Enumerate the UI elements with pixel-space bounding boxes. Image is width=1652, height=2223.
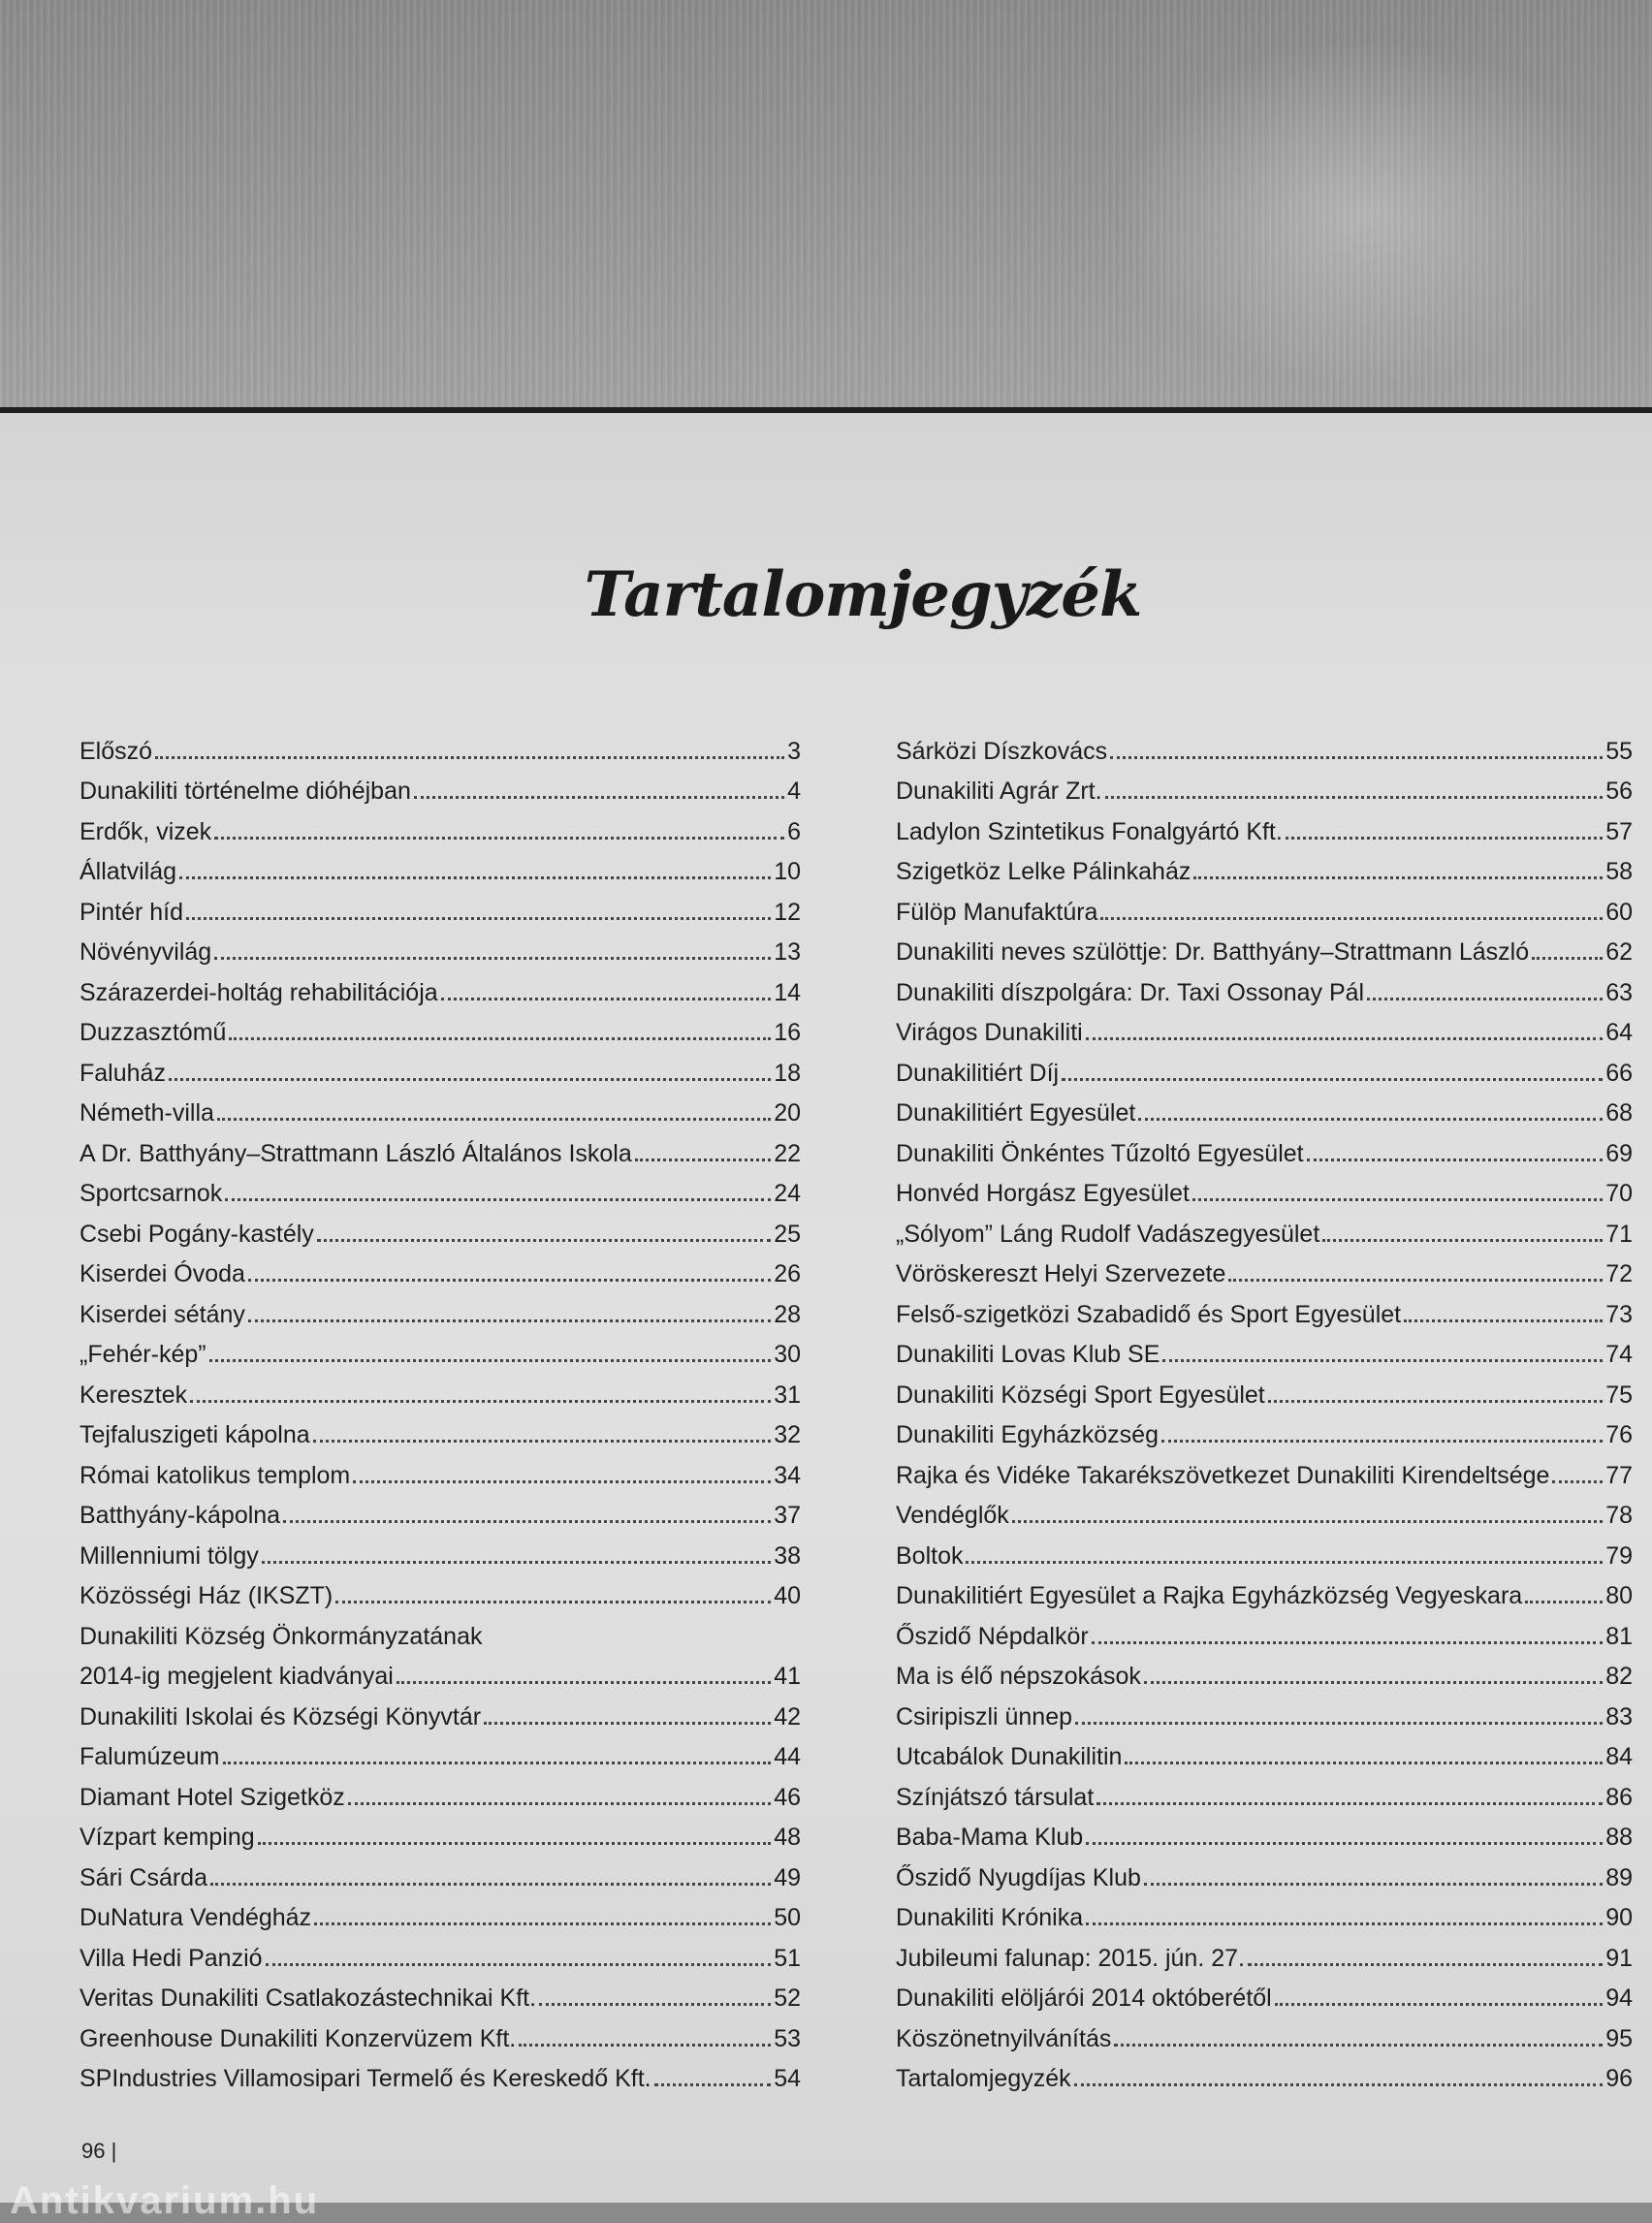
toc-dot-leader <box>654 2083 772 2086</box>
toc-entry <box>79 806 801 846</box>
toc-dot-leader <box>1268 1400 1603 1403</box>
toc-entry <box>79 1410 801 1450</box>
toc-entry-label: Pintér híd <box>79 898 184 926</box>
toc-dot-leader <box>1162 1359 1603 1362</box>
toc-entry-page: 58 <box>1605 858 1633 885</box>
toc-entry <box>896 1047 1633 1088</box>
toc-entry-page: 77 <box>1605 1461 1633 1489</box>
toc-dot-leader <box>214 957 771 960</box>
toc-entry <box>896 846 1633 887</box>
toc-entry-label: Rajka és Vidéke Takarékszövetkezet Dunakiliti Kirendeltsége <box>896 1461 1550 1489</box>
toc-entry-label: Szárazerdei-holtág rehabilitációja <box>79 978 438 1006</box>
toc-entry-page: 51 <box>774 1944 801 1972</box>
toc-dot-leader <box>1192 1198 1603 1201</box>
toc-entry-page: 20 <box>774 1099 801 1127</box>
toc-entry <box>896 1691 1633 1731</box>
toc-dot-leader <box>209 1359 772 1362</box>
toc-entry <box>79 1449 801 1490</box>
toc-dot-leader <box>266 1963 772 1966</box>
toc-entry-page: 82 <box>1605 1663 1633 1690</box>
toc-entry-label: Baba-Mama Klub <box>896 1824 1084 1851</box>
toc-entry-page: 94 <box>1605 1985 1633 2012</box>
toc-dot-leader <box>348 1802 771 1805</box>
toc-entry <box>79 1168 801 1209</box>
toc-entry-page: 34 <box>774 1461 801 1489</box>
toc-dot-leader <box>258 1842 772 1845</box>
toc-dot-leader <box>210 1883 771 1886</box>
toc-entry-label: Vendéglők <box>896 1502 1009 1529</box>
toc-entry-label: Utcabálok Dunakilitin <box>896 1743 1123 1770</box>
toc-dot-leader <box>248 1279 771 1282</box>
toc-entry-page: 44 <box>774 1743 801 1770</box>
toc-entry-label: Kiserdei Óvoda <box>79 1260 245 1287</box>
toc-dot-leader <box>1074 2083 1604 2086</box>
toc-entry-page: 84 <box>1605 1743 1633 1770</box>
toc-right-column <box>896 725 1633 2093</box>
toc-dot-leader <box>1193 876 1603 879</box>
toc-entry-label: Római katolikus templom <box>79 1461 351 1489</box>
toc-dot-leader <box>1110 756 1603 759</box>
toc-dot-leader <box>1125 1762 1603 1764</box>
toc-entry-page: 75 <box>1605 1381 1633 1409</box>
toc-entry-label: A Dr. Batthyány–Strattmann László Általános Iskola <box>79 1139 632 1167</box>
toc-entry <box>896 1610 1633 1651</box>
toc-entry-label: Villa Hedi Panzió <box>79 1944 263 1972</box>
toc-entry-label: Greenhouse Dunakiliti Konzervüzem Kft. <box>79 2024 517 2052</box>
toc-entry-label: Tejfaluszigeti kápolna <box>79 1421 310 1448</box>
toc-entry-label: Sárközi Díszkovács <box>896 737 1108 765</box>
toc-dot-leader <box>1144 1883 1603 1886</box>
toc-dot-leader <box>441 998 772 1000</box>
toc-dot-leader <box>1105 796 1604 799</box>
watermark-text: Antikvarium.hu <box>10 2179 320 2222</box>
toc-entry-page: 10 <box>774 858 801 885</box>
toc-entry-page: 31 <box>774 1381 801 1409</box>
toc-entry <box>896 1812 1633 1853</box>
toc-entry <box>896 967 1633 1007</box>
toc-entry-page: 91 <box>1605 1944 1633 1972</box>
toc-entry-page: 26 <box>774 1260 801 1287</box>
toc-entry-page: 64 <box>1605 1019 1633 1046</box>
toc-entry-label: Kiserdei sétány <box>79 1300 245 1328</box>
toc-dot-leader <box>1114 2044 1603 2047</box>
toc-entry-label: Dunakiliti neves szülöttje: Dr. Batthyány–Strattmann László <box>896 938 1530 966</box>
toc-entry-label: Vízpart kemping <box>79 1824 255 1851</box>
toc-entry-page: 71 <box>1605 1220 1633 1248</box>
toc-dot-leader <box>229 1037 771 1040</box>
toc-dot-leader <box>155 756 784 759</box>
toc-entry <box>79 1088 801 1128</box>
toc-entry-label: Dunakiliti Községi Sport Egyesület <box>896 1381 1265 1409</box>
toc-entry-page: 86 <box>1605 1783 1633 1811</box>
toc-entry <box>896 1892 1633 1933</box>
toc-dot-leader <box>179 876 771 879</box>
toc-entry <box>896 1410 1633 1450</box>
toc-entry <box>79 1892 801 1933</box>
toc-entry <box>79 1490 801 1531</box>
toc-entry <box>79 927 801 968</box>
toc-entry <box>896 2053 1633 2094</box>
toc-entry-page: 73 <box>1605 1300 1633 1328</box>
toc-entry-label: Vöröskereszt Helyi Szervezete <box>896 1260 1226 1287</box>
toc-entry <box>896 1168 1633 1209</box>
toc-dot-leader <box>225 1198 771 1201</box>
toc-entry <box>896 725 1633 766</box>
toc-entry <box>896 1490 1633 1531</box>
toc-entry-label: Dunakilitiért Egyesület a Rajka Egyházközség Vegyeskara <box>896 1582 1523 1609</box>
toc-entry-page: 79 <box>1605 1541 1633 1570</box>
toc-entry-label: Fülöp Manufaktúra <box>896 898 1098 926</box>
toc-entry-label: Állatvilág <box>79 858 177 885</box>
toc-entry-label: Dunakiliti Krónika <box>896 1904 1084 1931</box>
toc-entry-page: 68 <box>1605 1099 1633 1127</box>
toc-entry <box>79 1610 801 1651</box>
toc-entry <box>896 1208 1633 1249</box>
toc-dot-leader <box>1275 2003 1603 2006</box>
toc-entry-page: 38 <box>774 1541 801 1570</box>
toc-dot-leader <box>1086 1922 1603 1925</box>
toc-dot-leader <box>1144 1681 1603 1684</box>
toc-dot-leader <box>223 1762 772 1764</box>
toc-entry-label: Dunakiliti Egyházközség <box>896 1421 1159 1448</box>
toc-entry <box>79 1530 801 1571</box>
toc-entry <box>896 2013 1633 2053</box>
toc-entry-label: Sportcsarnok <box>79 1180 223 1207</box>
toc-entry <box>79 1571 801 1611</box>
toc-entry-label: Millenniumi tölgy <box>79 1541 259 1570</box>
toc-entry-page: 14 <box>774 978 801 1006</box>
toc-entry-page: 49 <box>774 1863 801 1891</box>
toc-dot-leader <box>1307 1159 1604 1161</box>
toc-dot-leader <box>214 837 784 840</box>
toc-entry-page: 54 <box>774 2065 801 2092</box>
toc-entry-label: Dunakiliti Agrár Zrt. <box>896 778 1102 805</box>
toc-dot-leader <box>1096 1802 1603 1805</box>
toc-dot-leader <box>966 1561 1603 1564</box>
toc-entry <box>896 1651 1633 1692</box>
toc-dot-leader <box>397 1681 771 1684</box>
toc-entry-label: DuNatura Vendégház <box>79 1904 312 1931</box>
toc-entry <box>79 1127 801 1168</box>
toc-entry-label: Keresztek <box>79 1381 188 1409</box>
toc-entry <box>79 1731 801 1772</box>
toc-dot-leader <box>317 1239 771 1242</box>
toc-entry-label: Diamant Hotel Szigetköz <box>79 1783 345 1811</box>
toc-entry-label: „Fehér-kép” <box>79 1341 206 1368</box>
toc-dot-leader <box>484 1722 771 1725</box>
toc-entry-label: Előszó <box>79 737 153 765</box>
toc-entry-label: Dunakiliti Lovas Klub SE <box>896 1341 1160 1368</box>
toc-entry-page: 22 <box>774 1139 801 1167</box>
toc-dot-leader <box>1532 957 1603 960</box>
toc-entry-page: 37 <box>774 1502 801 1529</box>
toc-dot-leader <box>1248 1963 1603 1966</box>
toc-dot-leader <box>335 1601 771 1604</box>
toc-dot-leader <box>1086 1037 1603 1040</box>
toc-entry <box>79 2013 801 2053</box>
toc-entry-page: 69 <box>1605 1139 1633 1167</box>
toc-dot-leader <box>1012 1520 1603 1523</box>
toc-entry-label: Dunakiliti Iskolai és Községi Könyvtár <box>79 1702 482 1731</box>
toc-dot-leader <box>414 796 784 799</box>
toc-entry-label: Őszidő Nyugdíjas Klub <box>896 1863 1141 1891</box>
toc-entry-label: Faluház <box>79 1059 166 1087</box>
toc-dot-leader <box>1552 1480 1603 1483</box>
toc-entry-label: Dunakiliti történelme dióhéjban <box>79 778 411 805</box>
toc-entry <box>79 1973 801 2014</box>
toc-dot-leader <box>217 1118 771 1121</box>
toc-dot-leader <box>1100 917 1603 920</box>
toc-entry-page: 4 <box>787 778 801 805</box>
toc-entry-label: Tartalomjegyzék <box>896 2065 1071 2092</box>
toc-dot-leader <box>1075 1722 1603 1725</box>
toc-entry-page: 62 <box>1605 938 1633 966</box>
toc-entry-page: 78 <box>1605 1502 1633 1529</box>
toc-entry <box>896 1007 1633 1048</box>
toc-entry-label: Szigetköz Lelke Pálinkaház <box>896 858 1191 885</box>
toc-entry-label: Dunakiliti elöljárói 2014 októberétől <box>896 1985 1272 2012</box>
toc-entry-label: Dunakiliti Önkéntes Tűzoltó Egyesület <box>896 1139 1304 1167</box>
toc-entry <box>79 1329 801 1370</box>
toc-entry <box>79 1691 801 1731</box>
toc-dot-leader <box>1525 1601 1603 1604</box>
toc-entry <box>79 967 801 1007</box>
toc-entry <box>896 1731 1633 1772</box>
toc-entry-label: Közösségi Ház (IKSZT) <box>79 1582 334 1609</box>
toc-entry <box>79 766 801 807</box>
toc-entry-label: Dunakilitiért Díj <box>896 1059 1060 1087</box>
toc-entry-label: Köszönetnyilvánítás <box>896 2024 1112 2052</box>
toc-entry <box>79 886 801 927</box>
toc-dot-leader <box>1092 1641 1603 1644</box>
toc-entry-label: Őszidő Népdalkör <box>896 1622 1089 1650</box>
toc-dot-leader <box>190 1400 771 1403</box>
toc-entry <box>896 1571 1633 1611</box>
toc-entry-page: 80 <box>1605 1582 1633 1609</box>
toc-entry-page: 32 <box>774 1421 801 1448</box>
toc-dot-leader <box>1322 1239 1603 1242</box>
toc-entry <box>896 1288 1633 1329</box>
toc-entry <box>896 1973 1633 2014</box>
toc-entry <box>896 1249 1633 1289</box>
toc-entry <box>896 1852 1633 1892</box>
toc-entry-label: Veritas Dunakiliti Csatlakozástechnikai Kft. <box>79 1985 537 2012</box>
toc-dot-leader <box>1062 1078 1603 1081</box>
toc-entry-page: 90 <box>1605 1904 1633 1931</box>
toc-dot-leader <box>1286 837 1603 840</box>
toc-dot-leader <box>314 1922 771 1925</box>
toc-dot-leader <box>1138 1118 1603 1121</box>
toc-entry-page: 81 <box>1605 1622 1633 1650</box>
toc-entry-page: 52 <box>774 1985 801 2012</box>
toc-entry-label: SPIndustries Villamosipari Termelő és Kereskedő Kft. <box>79 2065 651 2092</box>
toc-entry-label: Virágos Dunakiliti <box>896 1019 1083 1046</box>
toc-entry-label: Duzzasztómű <box>79 1019 227 1046</box>
toc-entry-label: Dunakilitiért Egyesület <box>896 1099 1136 1127</box>
toc-entry-page: 70 <box>1605 1180 1633 1207</box>
toc-entry <box>79 1651 801 1692</box>
toc-entry-page: 53 <box>774 2024 801 2052</box>
toc-entry-label: Sári Csárda <box>79 1863 207 1891</box>
toc-entry <box>79 846 801 887</box>
page-title: Tartalomjegyzék <box>584 558 1142 631</box>
toc-entry-page: 89 <box>1605 1863 1633 1891</box>
toc-entry <box>896 1369 1633 1410</box>
toc-entry <box>79 1771 801 1812</box>
toc-entry-label: Dunakiliti díszpolgára: Dr. Taxi Ossonay Pál <box>896 978 1365 1006</box>
toc-entry <box>896 1329 1633 1370</box>
toc-entry-page: 3 <box>787 737 801 765</box>
toc-entry-page: 60 <box>1605 898 1633 926</box>
toc-entry <box>79 1208 801 1249</box>
toc-entry-label: Csebi Pogány-kastély <box>79 1220 314 1248</box>
toc-entry <box>79 725 801 766</box>
toc-entry-label: Csiripiszli ünnep <box>896 1702 1073 1731</box>
toc-entry-page: 6 <box>787 817 801 845</box>
toc-entry-page: 76 <box>1605 1421 1633 1448</box>
toc-entry <box>896 1449 1633 1490</box>
toc-dot-leader <box>539 2003 771 2006</box>
toc-entry-page: 48 <box>774 1824 801 1851</box>
toc-entry <box>896 1932 1633 1973</box>
toc-entry-page: 12 <box>774 898 801 926</box>
toc-dot-leader <box>1404 1319 1603 1322</box>
toc-dot-leader <box>248 1319 771 1322</box>
toc-entry-label: Boltok <box>896 1541 964 1570</box>
toc-entry <box>79 1007 801 1048</box>
toc-dot-leader <box>519 2044 771 2047</box>
toc-entry-page: 42 <box>774 1702 801 1731</box>
toc-dot-leader <box>283 1520 771 1523</box>
toc-dot-leader <box>1161 1440 1603 1443</box>
toc-entry-page: 74 <box>1605 1341 1633 1368</box>
toc-entry-page: 55 <box>1605 737 1633 765</box>
toc-entry <box>896 927 1633 968</box>
toc-entry <box>896 1530 1633 1571</box>
toc-entry-page: 24 <box>774 1180 801 1207</box>
toc-entry-label: Honvéd Horgász Egyesület <box>896 1180 1190 1207</box>
page-number: 96 | <box>81 2139 117 2163</box>
light-reflection <box>1115 39 1619 388</box>
toc-entry-label: Jubileumi falunap: 2015. jún. 27. <box>896 1944 1245 1972</box>
toc-entry-label: Batthyány-kápolna <box>79 1502 281 1529</box>
toc-entry-page: 28 <box>774 1300 801 1328</box>
toc-entry <box>79 1369 801 1410</box>
toc-left-column <box>79 725 801 2093</box>
toc-entry <box>79 1249 801 1289</box>
toc-entry-page: 13 <box>774 938 801 966</box>
toc-entry-page: 72 <box>1605 1260 1633 1287</box>
toc-entry <box>896 766 1633 807</box>
book-page <box>0 413 1652 2222</box>
toc-entry-label: 2014-ig megjelent kiadványai <box>79 1663 394 1690</box>
toc-entry <box>79 2053 801 2094</box>
toc-entry-label: Színjátszó társulat <box>896 1783 1095 1811</box>
toc-entry-page: 18 <box>774 1059 801 1087</box>
toc-dot-leader <box>262 1561 771 1564</box>
toc-entry-label: Felső-szigetközi Szabadidő és Sport Egyesület <box>896 1300 1402 1328</box>
toc-entry <box>896 1771 1633 1812</box>
toc-dot-leader <box>635 1159 771 1161</box>
toc-entry-label: Erdők, vizek <box>79 817 212 845</box>
toc-dot-leader <box>1086 1842 1603 1845</box>
toc-dot-leader <box>1228 1279 1603 1282</box>
toc-entry-label: „Sólyom” Láng Rudolf Vadászegyesület <box>896 1220 1320 1248</box>
toc-entry-label: Falumúzeum <box>79 1743 220 1770</box>
toc-entry <box>79 1288 801 1329</box>
toc-entry-page: 63 <box>1605 978 1633 1006</box>
toc-dot-leader <box>353 1480 771 1483</box>
toc-dot-leader <box>186 917 771 920</box>
toc-entry <box>896 806 1633 846</box>
toc-entry-label: Ma is élő népszokások <box>896 1663 1141 1690</box>
toc-entry-page: 16 <box>774 1019 801 1046</box>
toc-entry-label: Növényvilág <box>79 938 212 966</box>
toc-entry <box>79 1932 801 1973</box>
toc-entry-page: 46 <box>774 1783 801 1811</box>
toc-entry-page: 30 <box>774 1341 801 1368</box>
toc-dot-leader <box>313 1440 772 1443</box>
toc-entry-page: 25 <box>774 1220 801 1248</box>
toc-entry <box>79 1852 801 1892</box>
toc-entry-page: 83 <box>1605 1702 1633 1731</box>
toc-entry-page: 56 <box>1605 778 1633 805</box>
toc-entry-label: Németh-villa <box>79 1099 214 1127</box>
toc-entry <box>896 1127 1633 1168</box>
toc-entry-page: 50 <box>774 1904 801 1931</box>
toc-entry <box>896 886 1633 927</box>
toc-entry <box>79 1812 801 1853</box>
toc-dot-leader <box>1367 998 1603 1000</box>
toc-entry-page: 88 <box>1605 1824 1633 1851</box>
toc-entry <box>896 1088 1633 1128</box>
toc-entry-label: Dunakiliti Község Önkormányzatának <box>79 1622 483 1650</box>
toc-entry-page: 95 <box>1605 2024 1633 2052</box>
toc-entry-page: 96 <box>1605 2065 1633 2092</box>
toc-entry <box>79 1047 801 1088</box>
toc-entry-label: Ladylon Szintetikus Fonalgyártó Kft. <box>896 817 1283 845</box>
toc-entry-page: 41 <box>774 1663 801 1690</box>
toc-entry-page: 40 <box>774 1582 801 1609</box>
toc-entry-page: 57 <box>1605 817 1633 845</box>
toc-entry-page: 66 <box>1605 1059 1633 1087</box>
toc-dot-leader <box>169 1078 771 1081</box>
